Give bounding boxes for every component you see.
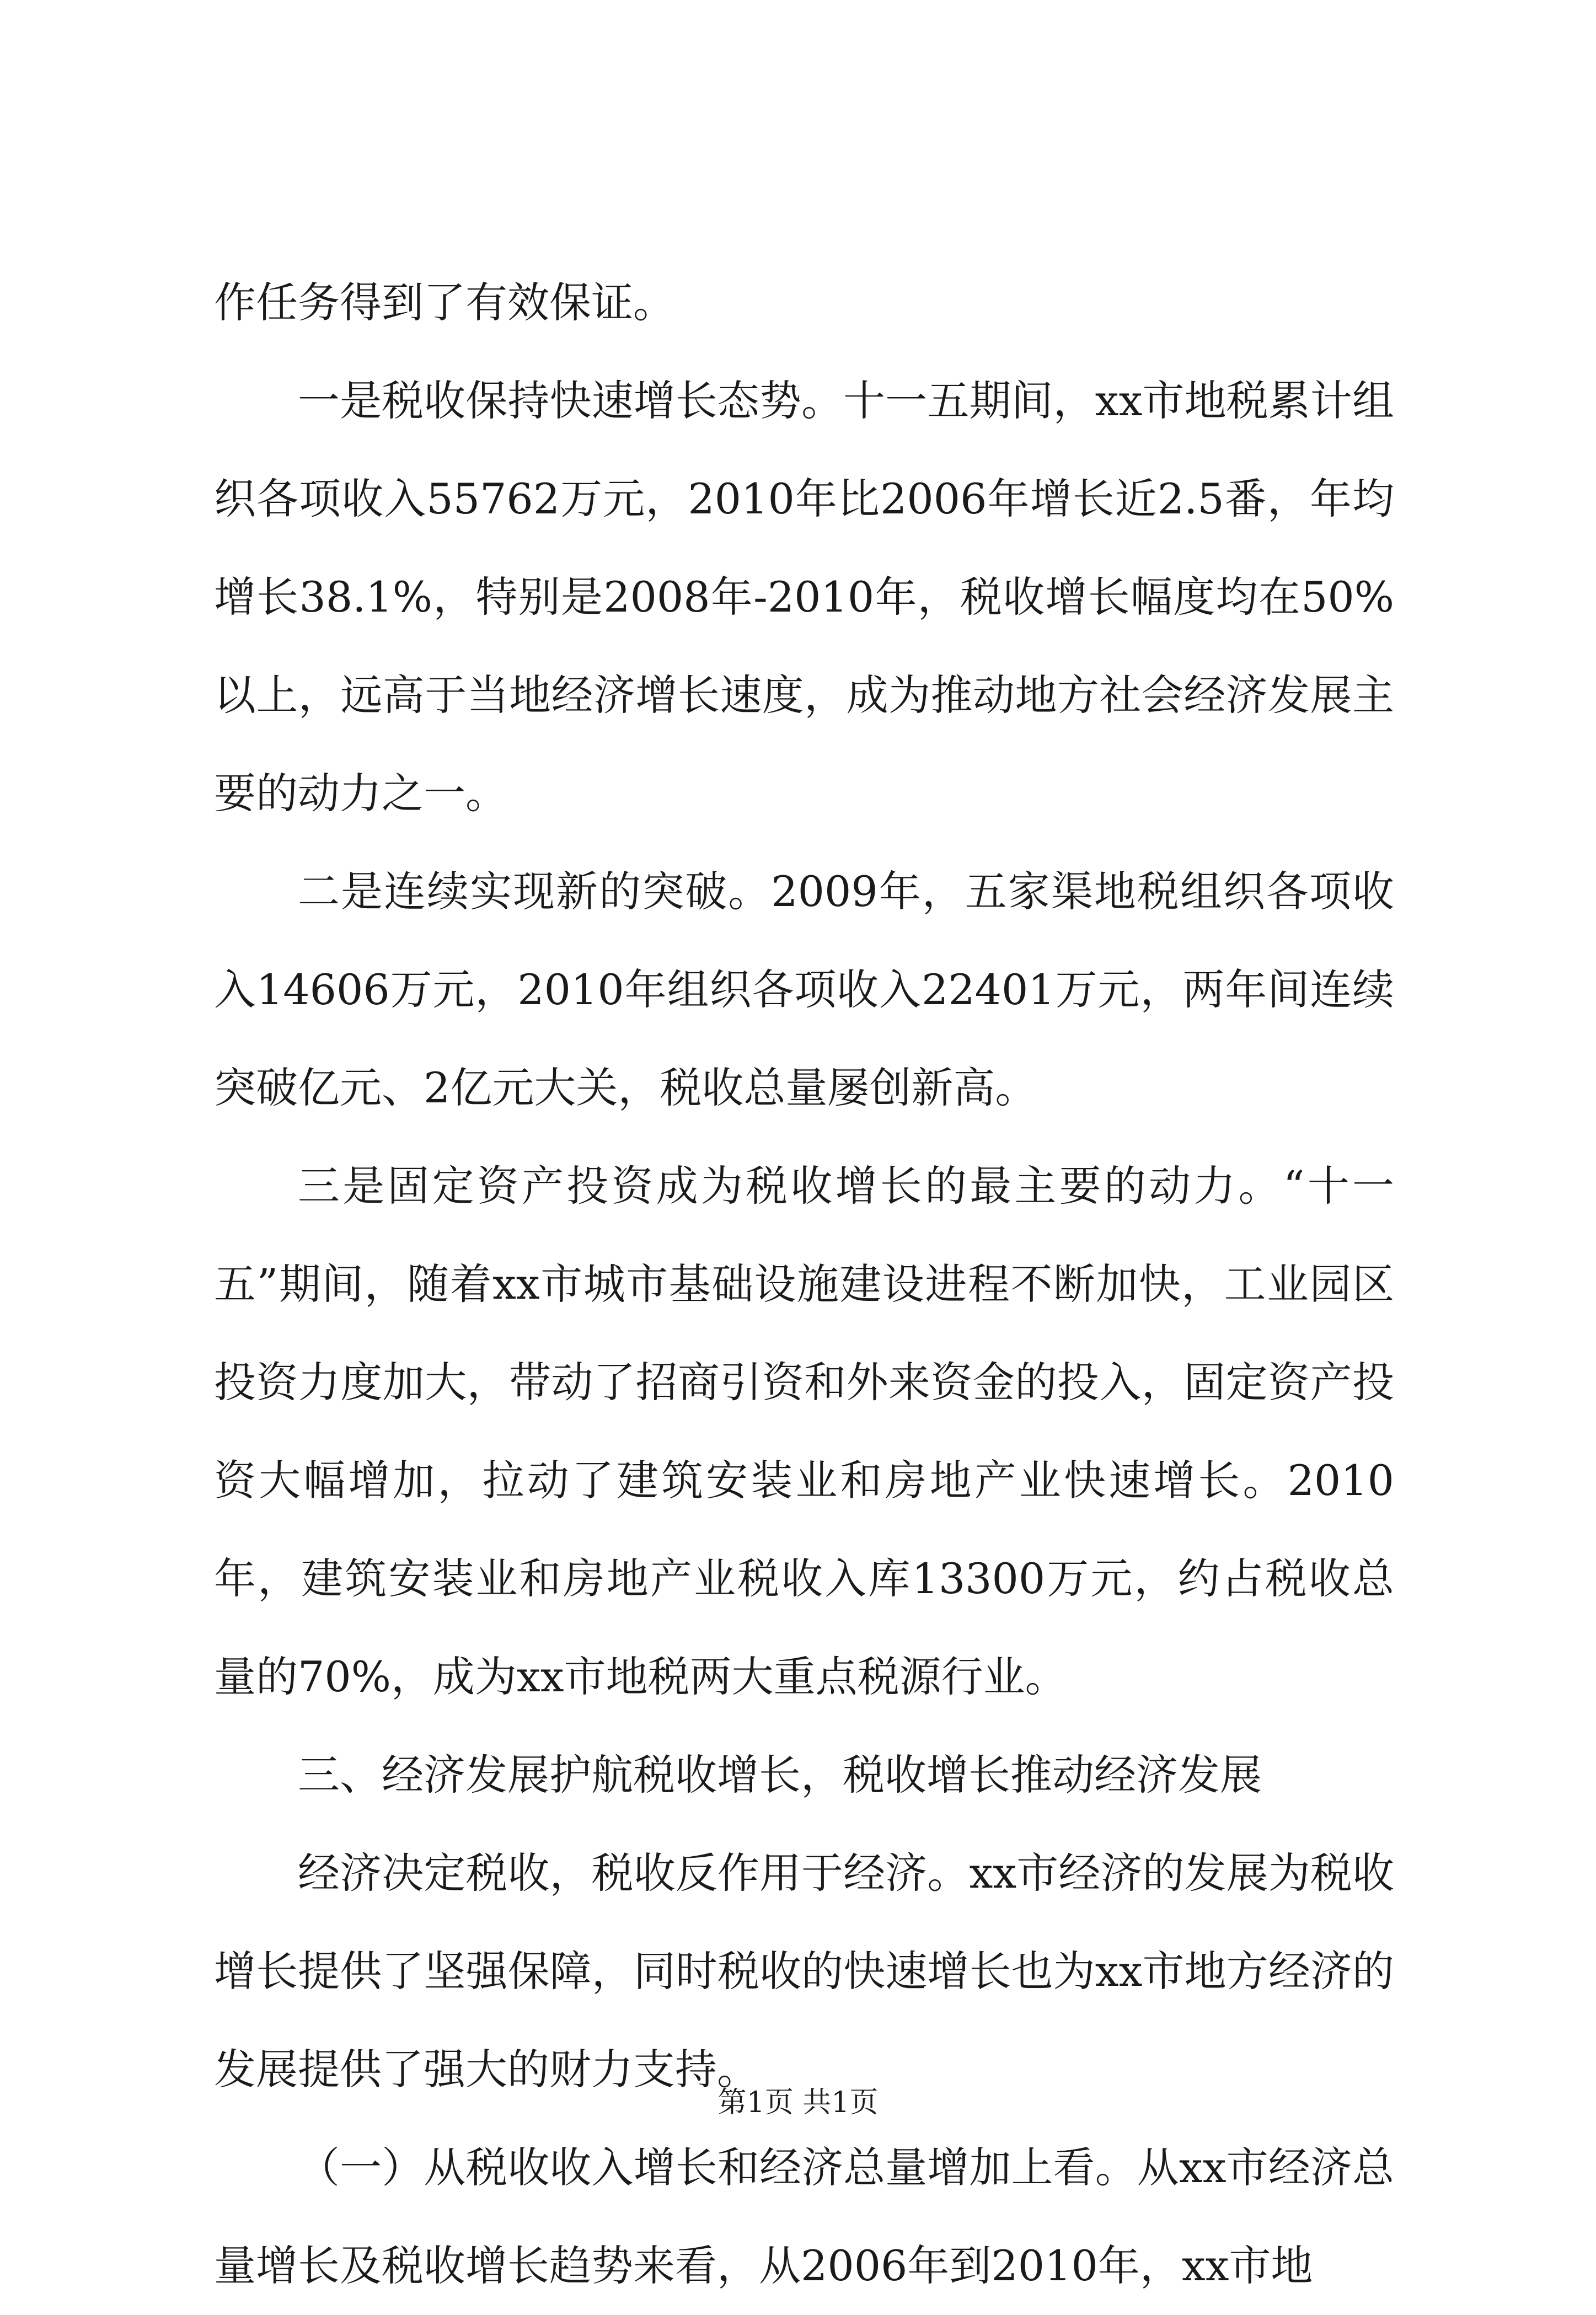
paragraph-economy-tax: 经济决定税收，税收反作用于经济。xx市经济的发展为税收增长提供了坚强保障，同时税收的快速增长也为xx市地方经济的发展提供了强大的财力支持。 — [214, 1848, 1394, 2094]
paragraph-breakthrough: 二是连续实现新的突破。2009年，五家渠地税组织各项收入14606万元，2010年组织各项收入22401万元，两年间连续突破亿元、2亿元大关，税收总量屡创新高。 — [214, 867, 1394, 1112]
paragraph-tax-growth: 一是税收保持快速增长态势。十一五期间，xx市地税累计组织各项收入55762万元，2010年比2006年增长近2.5番，年均增长38.1%，特别是2008年-2010年，税收增长幅度均在50%以上，远高于当地经济增长速度，成为推动地方社会经济发展主要的动力之一。 — [214, 376, 1394, 818]
paragraph-continuation: 作任务得到了有效保证。 — [214, 278, 675, 327]
paragraph-fixed-asset-investment: 三是固定资产投资成为税收增长的最主要的动力。“十一五”期间，随着xx市城市基础设施建设进程不断加快，工业园区投资力度加大，带动了招商引资和外来资金的投入，固定资产投资大幅增加，拉动了建筑安装业和房地产业快速增长。2010年，建筑安装业和房地产业税收入库13300万元，约占税收总量的70%，成为xx市地税两大重点税源行业。 — [214, 1161, 1394, 1701]
page-number-footer: 第1页 共1页 — [717, 2086, 879, 2119]
document-body — [214, 254, 1394, 2315]
paragraph-subsection-one: （一）从税收收入增长和经济总量增加上看。从xx市经济总量增长及税收增长趋势来看，从2006年到2010年，xx市地 — [214, 2143, 1394, 2290]
section-heading: 三、经济发展护航税收增长，税收增长推动经济发展 — [298, 1750, 1262, 1799]
